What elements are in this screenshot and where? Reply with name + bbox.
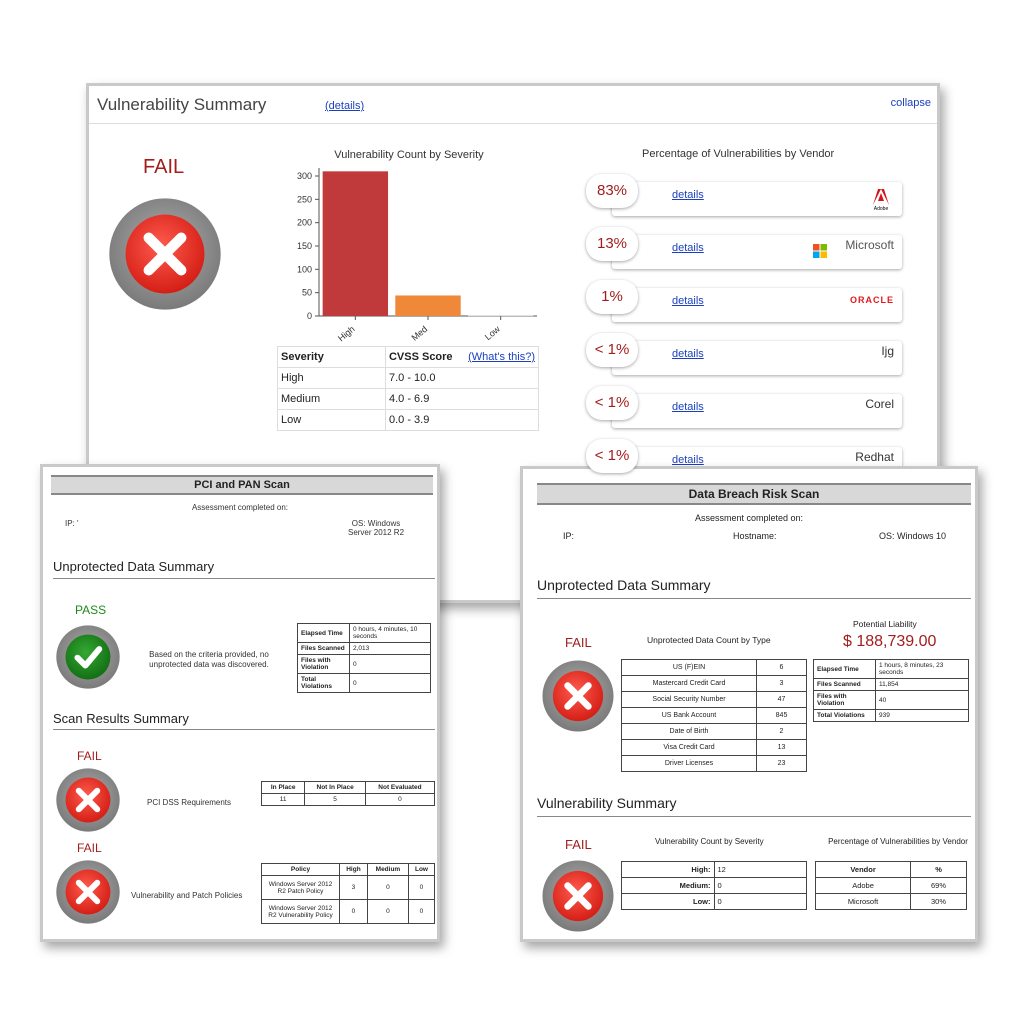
fail-x-icon — [107, 196, 223, 312]
stat-value: 939 — [876, 710, 969, 722]
stat-value: 40 — [876, 691, 969, 710]
assessment-label: Assessment completed on: — [694, 513, 804, 523]
policy-high: 3 — [340, 876, 368, 900]
os-label: OS: Windows 10 — [879, 531, 947, 541]
vendor-percent: < 1% — [586, 386, 638, 420]
bar-low — [468, 316, 533, 317]
y-tick-label: 150 — [296, 241, 312, 251]
table-row — [298, 624, 431, 643]
stat-value: 2,013 — [350, 643, 431, 655]
microsoft-logo-icon — [813, 244, 827, 258]
severity-count: 12 — [714, 862, 807, 878]
pass-check-icon — [55, 624, 121, 690]
liability-value: $ 188,739.00 — [843, 633, 937, 650]
vendor-details-link[interactable]: details — [672, 454, 704, 466]
vendor-name: Microsoft — [816, 894, 911, 910]
policy-medium: 0 — [367, 900, 408, 924]
stat-value: 0 — [350, 674, 431, 693]
severity-label: Medium: — [622, 878, 715, 894]
table-row — [278, 389, 539, 410]
table-row — [816, 862, 967, 878]
vendor-name: Ijg — [881, 344, 894, 358]
severity-cell: Low — [278, 410, 386, 431]
vendor-percent: 13% — [586, 227, 638, 261]
adobe-logo-icon — [872, 187, 890, 211]
fail-x-icon — [55, 767, 121, 833]
vendor-bar — [612, 182, 902, 216]
table-row — [814, 710, 969, 722]
vendor-name: Adobe — [816, 878, 911, 894]
col-vendor: Vendor — [816, 862, 911, 878]
type-count: 47 — [757, 692, 807, 708]
vendor-details-link[interactable]: details — [672, 189, 704, 201]
section-divider — [53, 578, 435, 579]
pci-pan-scan-panel — [40, 464, 440, 942]
vendor-details-link[interactable]: details — [672, 348, 704, 360]
cvss-cell: 0.0 - 3.9 — [385, 410, 538, 431]
policy-medium: 0 — [367, 876, 408, 900]
policy-low: 0 — [408, 876, 434, 900]
col-in-place: In Place — [262, 782, 305, 794]
col-low: Low — [408, 864, 434, 876]
col-high: High — [340, 864, 368, 876]
table-row — [814, 691, 969, 710]
severity-label: Low: — [622, 894, 715, 910]
table-row — [262, 864, 435, 876]
ip-label: IP: — [563, 531, 575, 541]
table-row — [278, 368, 539, 389]
stat-value: 0 hours, 4 minutes, 10 seconds — [350, 624, 431, 643]
whats-this-link[interactable]: (What's this?) — [468, 351, 535, 363]
data-breach-risk-panel — [520, 466, 978, 942]
fail-x-icon — [541, 659, 615, 733]
stat-label: Total Violations — [814, 710, 876, 722]
in-place-value: 11 — [262, 794, 305, 806]
type-count: 2 — [757, 724, 807, 740]
unprotected-section-title: Unprotected Data Summary — [53, 559, 215, 574]
unprotected-result-text: Based on the criteria provided, no unprotected data was discovered. — [149, 650, 269, 669]
oracle-logo-text: ORACLE — [850, 295, 894, 305]
cvss-cell: 4.0 - 6.9 — [385, 389, 538, 410]
table-row — [622, 724, 807, 740]
type-name: Driver Licenses — [622, 756, 757, 772]
table-row — [622, 660, 807, 676]
col-cvss — [385, 347, 538, 368]
stat-value: 1 hours, 8 minutes, 23 seconds — [876, 660, 969, 679]
data-type-table — [621, 659, 807, 772]
hostname-label: Hostname: — [733, 531, 777, 541]
policy-name: Windows Server 2012 R2 Vulnerability Policy — [262, 900, 340, 924]
col-not-evaluated: Not Evaluated — [365, 782, 434, 794]
bar-med — [395, 295, 460, 316]
not-in-place-value: 5 — [305, 794, 366, 806]
details-link[interactable]: (details) — [325, 100, 365, 112]
stat-label: Elapsed Time — [814, 660, 876, 679]
not-evaluated-value: 0 — [365, 794, 434, 806]
type-name: US (F)EIN — [622, 660, 757, 676]
table-row — [622, 862, 807, 878]
vendor-percent-table — [815, 861, 967, 910]
col-severity: Severity — [278, 347, 386, 368]
table-row — [262, 900, 435, 924]
vendor-percent: < 1% — [586, 333, 638, 367]
vendor-row-corel — [586, 386, 902, 430]
severity-count: 0 — [714, 894, 807, 910]
vuln-count-table — [621, 861, 807, 910]
table-row — [814, 660, 969, 679]
type-name: Mastercard Credit Card — [622, 676, 757, 692]
y-tick-label: 200 — [296, 217, 312, 228]
vendor-bar — [612, 341, 902, 375]
adobe-logo-text: Adobe — [873, 206, 889, 211]
table-row — [816, 878, 967, 894]
liability-label: Potential Liability — [853, 619, 917, 629]
panel-header — [89, 86, 937, 124]
fail-x-icon — [55, 859, 121, 925]
table-row — [622, 708, 807, 724]
vendor-percent: 1% — [586, 280, 638, 314]
assessment-label: Assessment completed on: — [191, 503, 289, 512]
vendor-row-microsoft — [586, 227, 902, 271]
table-row — [622, 692, 807, 708]
stat-label: Elapsed Time — [298, 624, 350, 643]
vuln-section-title: Vulnerability Summary — [537, 795, 677, 811]
ip-label: IP: ' — [65, 519, 79, 528]
vendor-name: Microsoft — [845, 238, 894, 252]
type-count: 845 — [757, 708, 807, 724]
severity-cell: Medium — [278, 389, 386, 410]
vendor-row-ijg — [586, 333, 902, 377]
y-tick-label: 100 — [296, 264, 312, 275]
table-row — [298, 674, 431, 693]
vendor-name: Redhat — [855, 450, 894, 464]
vendor-bar — [612, 394, 902, 428]
chart-title: Vulnerability Count by Severity — [334, 149, 484, 161]
requirements-table — [261, 781, 435, 806]
severity-label: High: — [622, 862, 715, 878]
table-row — [262, 794, 435, 806]
type-count: 23 — [757, 756, 807, 772]
col-medium: Medium — [367, 864, 408, 876]
table-row — [622, 676, 807, 692]
stat-label: Files with Violation — [814, 691, 876, 710]
stat-label: Files with Violation — [298, 655, 350, 674]
unprotected-section-title: Unprotected Data Summary — [537, 577, 711, 593]
x-tick-label: Med — [409, 323, 430, 343]
y-tick-label: 300 — [296, 171, 312, 181]
col-percent: % — [911, 862, 967, 878]
policies-label: Vulnerability and Patch Policies — [131, 891, 243, 900]
type-count: 3 — [757, 676, 807, 692]
severity-bar-chart — [269, 146, 539, 356]
type-name: US Bank Account — [622, 708, 757, 724]
policy-high: 0 — [340, 900, 368, 924]
table-row — [622, 878, 807, 894]
table-row — [262, 876, 435, 900]
collapse-link[interactable]: collapse — [890, 97, 931, 109]
type-name: Date of Birth — [622, 724, 757, 740]
cvss-cell: 7.0 - 10.0 — [385, 368, 538, 389]
section-divider — [537, 816, 971, 817]
vendor-row-adobe — [586, 174, 902, 218]
breach-stats-table — [813, 659, 969, 722]
vuln-count-title: Vulnerability Count by Severity — [655, 837, 764, 846]
pass-status-label: PASS — [75, 603, 107, 617]
count-by-type-title: Unprotected Data Count by Type — [647, 635, 771, 645]
status-fail-label: FAIL — [143, 156, 185, 178]
table-row — [298, 643, 431, 655]
table-row — [622, 894, 807, 910]
y-tick-label: 50 — [301, 287, 312, 298]
vendor-bar — [612, 288, 902, 322]
stat-value: 11,854 — [876, 679, 969, 691]
y-tick-label: 250 — [296, 194, 312, 205]
policy-low: 0 — [408, 900, 434, 924]
vendor-name: Corel — [865, 397, 894, 411]
section-divider — [537, 598, 971, 599]
table-row — [814, 679, 969, 691]
vendor-details-link[interactable]: details — [672, 242, 704, 254]
pci-report-title: PCI and PAN Scan — [51, 475, 433, 495]
policy-name: Windows Server 2012 R2 Patch Policy — [262, 876, 340, 900]
policies-fail-label: FAIL — [77, 841, 102, 855]
col-policy: Policy — [262, 864, 340, 876]
vendor-details-link[interactable]: details — [672, 401, 704, 413]
stat-value: 0 — [350, 655, 431, 674]
type-name: Social Security Number — [622, 692, 757, 708]
section-divider — [53, 729, 435, 730]
stat-label: Files Scanned — [814, 679, 876, 691]
table-row — [298, 655, 431, 674]
table-row — [622, 740, 807, 756]
vendor-details-link[interactable]: details — [672, 295, 704, 307]
policy-table — [261, 863, 435, 924]
vendor-percent: < 1% — [586, 439, 638, 473]
breach-fail-label: FAIL — [565, 635, 592, 650]
type-name: Visa Credit Card — [622, 740, 757, 756]
severity-cell: High — [278, 368, 386, 389]
vendor-chart-title: Percentage of Vulnerabilities by Vendor — [642, 148, 835, 160]
requirements-label: PCI DSS Requirements — [147, 798, 232, 807]
requirements-fail-label: FAIL — [77, 749, 102, 763]
col-cvss-label: CVSS Score — [388, 351, 453, 363]
type-count: 6 — [757, 660, 807, 676]
stat-label: Files Scanned — [298, 643, 350, 655]
stat-label: Total Violations — [298, 674, 350, 693]
vendor-row-oracle — [586, 280, 902, 324]
table-row — [262, 782, 435, 794]
vendor-percent: 69% — [911, 878, 967, 894]
vendor-percent: 83% — [586, 174, 638, 208]
bar-high — [323, 171, 388, 316]
x-tick-label: Low — [482, 323, 502, 343]
os-label: OS: Windows Server 2012 R2 — [347, 519, 405, 537]
table-row — [816, 894, 967, 910]
x-tick-label: High — [336, 323, 357, 344]
vendor-table-title: Percentage of Vulnerabilities by Vendor — [828, 837, 968, 846]
y-tick-label: 0 — [306, 311, 312, 321]
table-row — [278, 410, 539, 431]
severity-count: 0 — [714, 878, 807, 894]
table-row — [622, 756, 807, 772]
pci-stats-table — [297, 623, 431, 693]
panel-title: Vulnerability Summary — [97, 95, 267, 114]
breach-report-title: Data Breach Risk Scan — [537, 483, 971, 505]
scan-results-section-title: Scan Results Summary — [53, 711, 189, 726]
vendor-percent: 30% — [911, 894, 967, 910]
vuln-fail-label: FAIL — [565, 837, 592, 852]
col-not-in-place: Not In Place — [305, 782, 366, 794]
severity-cvss-table — [277, 346, 539, 431]
type-count: 13 — [757, 740, 807, 756]
fail-x-icon — [541, 859, 615, 933]
